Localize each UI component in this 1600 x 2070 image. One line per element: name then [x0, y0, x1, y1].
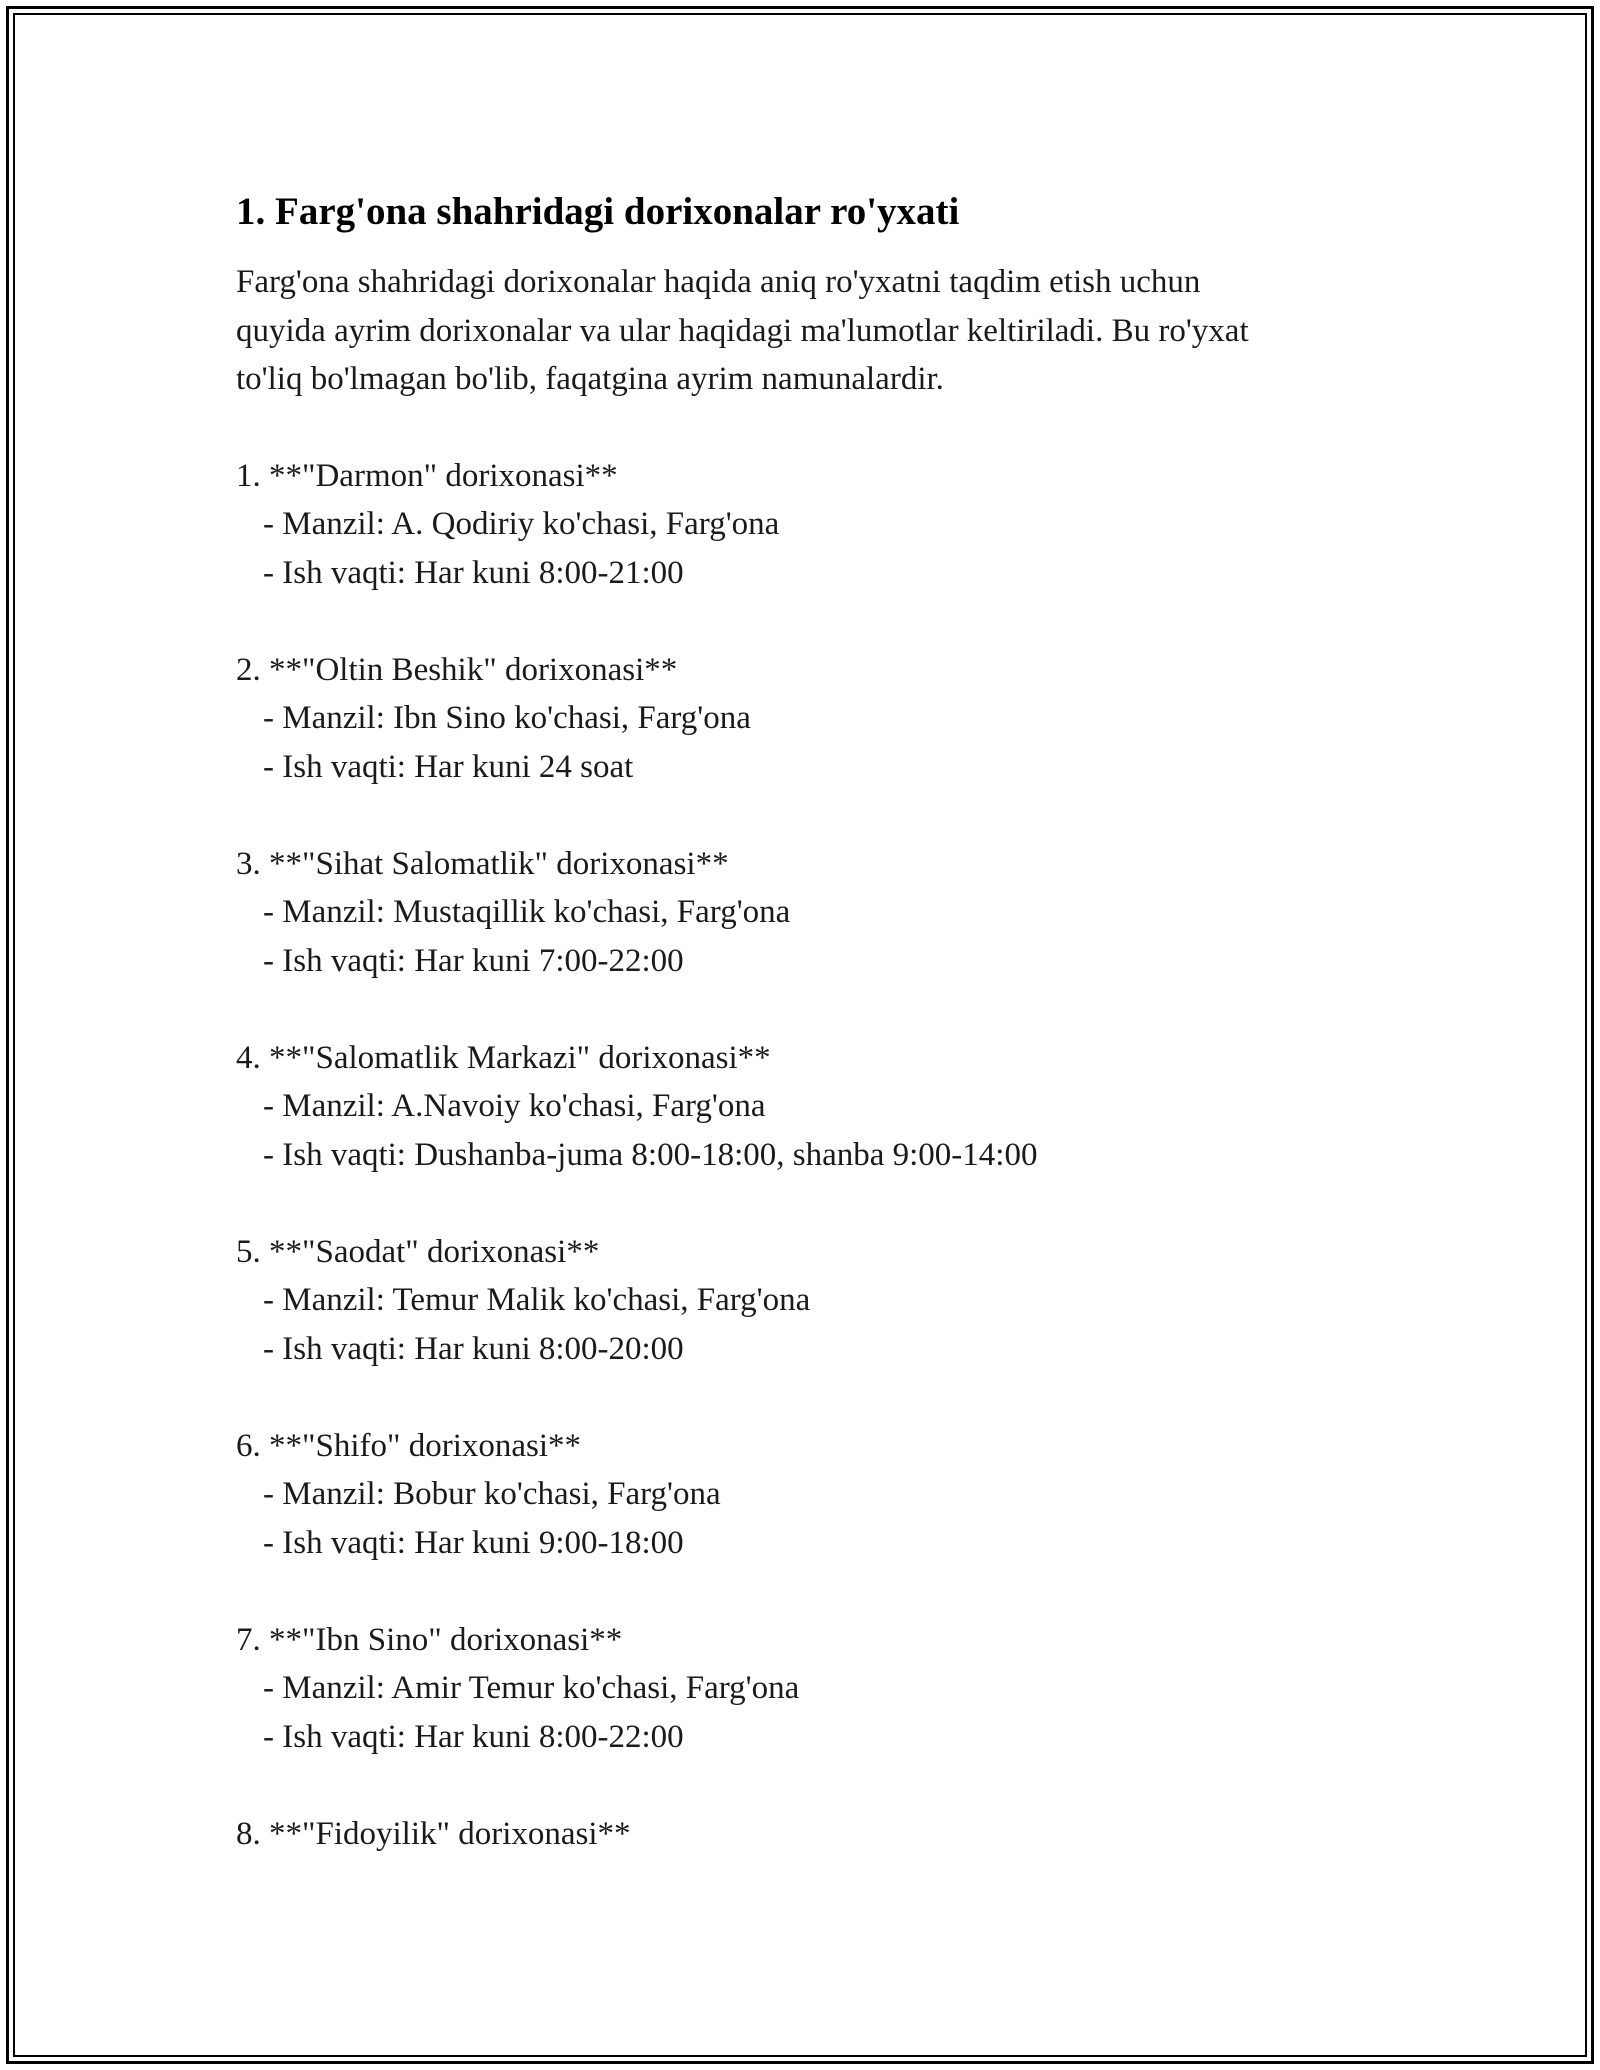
pharmacy-hours: - Ish vaqti: Dushanba-juma 8:00-18:00, shanba 9:00-14:00 — [263, 1136, 1038, 1173]
pharmacy-address: - Manzil: A. Qodiriy ko'chasi, Farg'ona — [263, 506, 780, 542]
pharmacy-heading: 2. **"Oltin Beshik" dorixonasi** — [236, 651, 678, 688]
pharmacy-heading: 7. **"Ibn Sino" dorixonasi** — [236, 1621, 623, 1658]
pharmacy-heading: 1. **"Darmon" dorixonasi** — [236, 457, 618, 494]
pharmacy-address: - Manzil: Amir Temur ko'chasi, Farg'ona — [263, 1670, 800, 1706]
pharmacy-heading: 8. **"Fidoyilik" dorixonasi** — [236, 1815, 631, 1852]
pharmacy-item — [236, 1422, 1386, 1568]
intro-line: to'liq bo'lmagan bo'lib, faqatgina ayrim namunalardir. — [236, 361, 944, 397]
pharmacy-address: - Manzil: Temur Malik ko'chasi, Farg'ona — [263, 1282, 811, 1318]
document-body — [236, 186, 1386, 1907]
pharmacy-heading: 3. **"Sihat Salomatlik" dorixonasi** — [236, 845, 729, 882]
pharmacy-heading: 4. **"Salomatlik Markazi" dorixonasi** — [236, 1039, 771, 1076]
intro-paragraph — [236, 258, 1386, 404]
pharmacy-address: - Manzil: Mustaqillik ko'chasi, Farg'ona — [263, 894, 791, 930]
pharmacy-hours: - Ish vaqti: Har kuni 7:00-22:00 — [263, 942, 684, 979]
pharmacy-item — [236, 840, 1386, 986]
intro-line: quyida ayrim dorixonalar va ular haqidagi ma'lumotlar keltiriladi. Bu ro'yxat — [236, 312, 1249, 349]
pharmacy-hours: - Ish vaqti: Har kuni 8:00-20:00 — [263, 1330, 684, 1367]
intro-line: Farg'ona shahridagi dorixonalar haqida aniq ro'yxatni taqdim etish uchun — [236, 264, 1201, 300]
pharmacy-address: - Manzil: Bobur ko'chasi, Farg'ona — [263, 1476, 721, 1512]
pharmacy-address: - Manzil: Ibn Sino ko'chasi, Farg'ona — [263, 700, 751, 736]
pharmacy-item — [236, 1616, 1386, 1762]
pharmacy-hours: - Ish vaqti: Har kuni 9:00-18:00 — [263, 1524, 684, 1561]
pharmacy-hours: - Ish vaqti: Har kuni 24 soat — [263, 748, 634, 785]
pharmacy-hours: - Ish vaqti: Har kuni 8:00-22:00 — [263, 1718, 684, 1755]
pharmacy-item — [236, 452, 1386, 598]
document-title: 1. Farg'ona shahridagi dorixonalar ro'yxati — [236, 190, 960, 233]
pharmacy-item — [236, 1810, 1386, 1859]
pharmacy-heading: 6. **"Shifo" dorixonasi** — [236, 1427, 582, 1464]
pharmacy-heading: 5. **"Saodat" dorixonasi** — [236, 1233, 600, 1270]
pharmacy-item — [236, 1228, 1386, 1374]
pharmacy-item — [236, 1034, 1386, 1180]
pharmacy-hours: - Ish vaqti: Har kuni 8:00-21:00 — [263, 554, 684, 591]
pharmacy-address: - Manzil: A.Navoiy ko'chasi, Farg'ona — [263, 1088, 766, 1124]
pharmacy-item — [236, 646, 1386, 792]
